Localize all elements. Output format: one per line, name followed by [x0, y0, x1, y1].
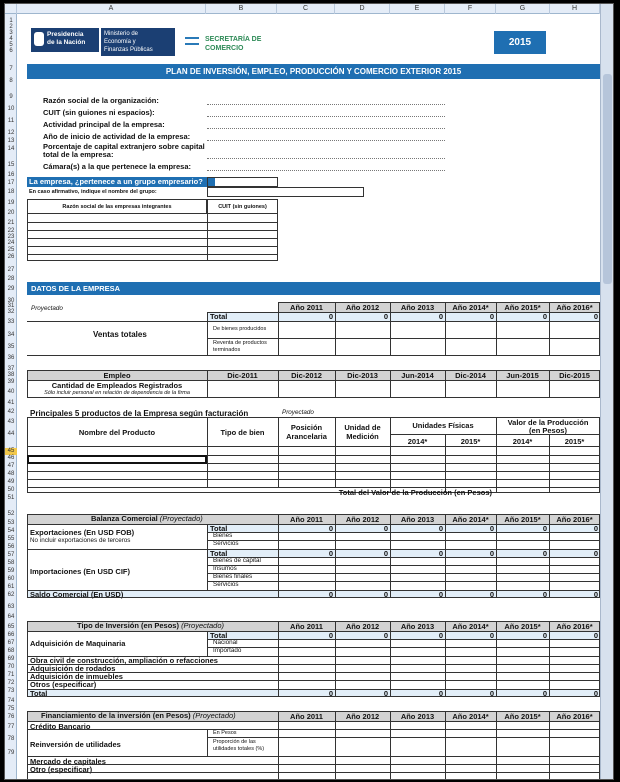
ventas-total-value[interactable]: 0 [383, 312, 388, 321]
spreadsheet-window [4, 3, 614, 780]
export-total-label: Total [210, 524, 228, 533]
group-answer-input[interactable] [207, 177, 278, 187]
year-header: Año 2012 [345, 622, 380, 631]
row-header[interactable]: 5 [9, 42, 13, 48]
year-header: Año 2013 [400, 712, 435, 721]
field-label-actividad: Actividad principal de la empresa: [43, 120, 165, 129]
maq-total-value[interactable]: 0 [438, 631, 443, 640]
row-header[interactable]: 52 [7, 511, 15, 517]
year-header: Año 2011 [290, 515, 323, 524]
row-header[interactable]: 23 [7, 234, 15, 240]
import-row-label: Bienes finales [213, 573, 253, 580]
export-total-value[interactable]: 0 [438, 524, 443, 533]
balanza-projected: (Proyectado) [159, 514, 203, 523]
row-header[interactable]: 46 [7, 455, 15, 461]
secretaria-icon [185, 37, 199, 45]
year-header: Año 2012 [345, 303, 380, 312]
import-row-label: Servicios [213, 581, 239, 588]
scrollbar-thumb[interactable] [603, 74, 612, 284]
row-header[interactable]: 30 [7, 298, 15, 304]
row-header[interactable]: 39 [7, 379, 15, 385]
row-header[interactable]: 58 [7, 560, 15, 566]
row-header[interactable]: 79 [7, 750, 15, 756]
produccion-total-label: Total del Valor de la Producción (en Pesos) [338, 488, 492, 497]
maq-total-value[interactable]: 0 [593, 631, 598, 640]
column-header[interactable]: A [17, 4, 206, 14]
secretaria-logo [205, 35, 261, 53]
year-header: Año 2011 [290, 303, 323, 312]
export-total-value[interactable]: 0 [383, 524, 388, 533]
year-header: Año 2011 [290, 712, 323, 721]
ministerio-line: Finanzas Públicas [104, 47, 153, 53]
row-header[interactable]: 66 [7, 632, 15, 638]
ventas-total-value[interactable]: 0 [489, 312, 494, 321]
import-total-value[interactable]: 0 [438, 549, 443, 558]
col-header-cuit: CUIT (sin guiones) [207, 199, 278, 214]
year-header: Año 2016* [556, 712, 593, 721]
ventas-table[interactable] [27, 302, 600, 356]
year-header: Año 2012 [345, 515, 380, 524]
ventas-label: Ventas totales [93, 330, 147, 339]
row-header[interactable]: 54 [7, 528, 15, 534]
maq-total-value[interactable]: 0 [542, 631, 547, 640]
empleo-note: Sólo incluir personal en relación de dependencia de la firma [44, 390, 190, 396]
row-header[interactable]: 13 [7, 138, 15, 144]
row-header[interactable]: 28 [7, 276, 15, 282]
row-header[interactable]: 70 [7, 664, 15, 670]
year-header: Año 2016* [556, 303, 593, 312]
row-header[interactable]: 36 [7, 355, 15, 361]
group-name-input[interactable] [207, 187, 364, 197]
year-header: Año 2015* [504, 515, 541, 524]
empleo-period: Dic-2012 [291, 371, 322, 380]
productos-projected: Proyectado [282, 409, 314, 416]
ventas-reventa-label-2: terminados [213, 347, 241, 353]
saldo-value[interactable]: 0 [542, 590, 547, 599]
import-total-value[interactable]: 0 [542, 549, 547, 558]
inversion-total-label: Total [30, 689, 48, 698]
capital-input[interactable] [207, 158, 445, 159]
field-label-cuit: CUIT (sin guiones ni espacios): [43, 108, 155, 117]
row-header[interactable]: 76 [7, 714, 15, 720]
ministerio-line: Economía y [104, 39, 136, 45]
row-header[interactable]: 62 [7, 592, 15, 598]
column-header[interactable]: B [206, 4, 277, 14]
row-header[interactable]: 42 [7, 409, 15, 415]
sub-year: 2014* [407, 437, 428, 446]
export-row-label: Bienes [213, 532, 233, 539]
export-label: Exportaciones (En USD FOB) [30, 528, 135, 537]
cuit-input[interactable] [207, 116, 445, 117]
export-total-value[interactable]: 0 [542, 524, 547, 533]
maq-row-label: Nacional [213, 639, 238, 646]
row-header[interactable]: 18 [7, 189, 15, 195]
row-header[interactable]: 31 [7, 303, 15, 309]
row-header[interactable]: 55 [7, 536, 15, 542]
year-header: Año 2014* [452, 712, 489, 721]
col-header-fisicas: Unidades Físicas [412, 421, 474, 430]
row-header[interactable]: 38 [7, 372, 15, 378]
maq-total-value[interactable]: 0 [489, 631, 494, 640]
year-badge: 2015 [494, 31, 546, 54]
import-label: Importaciones (En USD CIF) [30, 567, 131, 576]
col-header-valor-2: (en Pesos) [529, 426, 567, 435]
row-header[interactable]: 24 [7, 240, 15, 246]
col-header-tipo: Tipo de bien [220, 428, 265, 437]
row-header[interactable]: 73 [7, 688, 15, 694]
year-header: Año 2013 [400, 622, 435, 631]
row-header[interactable]: 47 [7, 463, 15, 469]
empleo-cantidad-label: Cantidad de Empleados Registrados [51, 381, 183, 390]
row-header[interactable]: 33 [7, 319, 15, 325]
row-header[interactable]: 64 [7, 614, 15, 620]
empleo-table[interactable] [27, 370, 600, 398]
row-header[interactable]: 57 [7, 552, 15, 558]
row-header[interactable]: 65 [7, 624, 15, 630]
page-title: PLAN DE INVERSIÓN, EMPLEO, PRODUCCIÓN Y COMERCIO EXTERIOR 2015 [27, 64, 600, 79]
empleo-period: Dic-2015 [559, 371, 590, 380]
secretaria-line: COMERCIO [205, 45, 244, 52]
year-header: Año 2016* [556, 515, 593, 524]
selected-cell[interactable] [27, 455, 207, 464]
row-header[interactable]: 51 [7, 495, 15, 501]
anio-input[interactable] [207, 140, 445, 141]
empleo-period: Dic-2014 [455, 371, 486, 380]
column-header-bar [5, 4, 601, 14]
col-header-unidad: Unidad de [344, 423, 381, 432]
saldo-value[interactable]: 0 [328, 590, 333, 599]
row-header[interactable]: 26 [7, 254, 15, 260]
row-header[interactable]: 22 [7, 228, 15, 234]
ventas-projected-note: Proyectado [31, 305, 63, 312]
saldo-value[interactable]: 0 [383, 590, 388, 599]
row-header[interactable]: 77 [7, 724, 15, 730]
financiamiento-projected: (Proyectado) [192, 711, 236, 720]
row-header[interactable]: 2 [9, 24, 13, 30]
col-header-unidad-2: Medición [346, 432, 379, 441]
import-total-value[interactable]: 0 [489, 549, 494, 558]
inversion-total-value[interactable]: 0 [593, 689, 598, 698]
empleo-period: Dic-2011 [227, 371, 258, 380]
import-total-label: Total [210, 549, 228, 558]
row-header[interactable]: 19 [7, 200, 15, 206]
field-label-anio: Año de inicio de actividad de la empresa: [43, 132, 191, 141]
row-header[interactable]: 35 [7, 344, 15, 350]
row-header[interactable]: 50 [7, 487, 15, 493]
import-total-value[interactable]: 0 [328, 549, 333, 558]
import-total-value[interactable]: 0 [593, 549, 598, 558]
financiamiento-title-text: Financiamiento de la inversión (en Pesos) [41, 711, 191, 720]
year-header: Año 2015* [504, 712, 541, 721]
export-row-label: Servicios [213, 540, 239, 547]
row-header[interactable]: 16 [7, 172, 15, 178]
inversion-title-text: Tipo de Inversión (en Pesos) [77, 621, 179, 630]
sub-year: 2015* [564, 437, 585, 446]
row-header[interactable]: 61 [7, 584, 15, 590]
row-header[interactable]: 20 [7, 210, 15, 216]
inversion-row-label: Otros (especificar) [30, 680, 97, 689]
row-header[interactable]: 53 [7, 520, 15, 526]
export-total-value[interactable]: 0 [593, 524, 598, 533]
reinv-pesos-label: En Pesos [213, 730, 237, 736]
row-header[interactable]: 10 [7, 106, 15, 112]
presidencia-line: Presidencia [47, 31, 84, 38]
coat-of-arms-icon [34, 32, 44, 46]
field-label-razon: Razón social de la organización: [43, 96, 159, 105]
row-header[interactable]: 41 [7, 400, 15, 406]
row-header[interactable]: 40 [7, 389, 15, 395]
inversion-table[interactable] [27, 621, 600, 697]
row-header[interactable]: 43 [7, 419, 15, 425]
row-header[interactable]: 8 [9, 78, 13, 84]
field-label-capital: Porcentaje de capital extranjero sobre capital [43, 142, 205, 151]
column-header[interactable]: F [445, 4, 496, 14]
row-header[interactable]: 69 [7, 656, 15, 662]
row-header[interactable]: 45 [5, 448, 17, 455]
row-header[interactable]: 32 [7, 309, 15, 315]
column-header[interactable]: D [335, 4, 390, 14]
empleo-period: Jun-2014 [401, 371, 434, 380]
inversion-total-value[interactable]: 0 [328, 689, 333, 698]
mercado-label: Mercado de capitales [30, 757, 106, 766]
ventas-total-value[interactable]: 0 [593, 312, 598, 321]
ventas-total-value[interactable]: 0 [438, 312, 443, 321]
year-header: Año 2014* [452, 622, 489, 631]
vertical-scrollbar[interactable] [600, 4, 613, 779]
empleo-label: Empleo [103, 371, 131, 380]
row-header[interactable]: 63 [7, 604, 15, 610]
col-header-posicion-2: Arancelaria [286, 432, 327, 441]
ventas-total-value[interactable]: 0 [328, 312, 333, 321]
row-header[interactable]: 72 [7, 680, 15, 686]
balanza-table[interactable] [27, 514, 600, 598]
empleo-period: Jun-2015 [506, 371, 539, 380]
column-header[interactable]: H [550, 4, 600, 14]
ventas-total-label: Total [210, 312, 228, 321]
ministerio-logo [101, 28, 175, 56]
field-label-capital-2: total de la empresa: [43, 150, 114, 159]
col-header-razon: Razón social de las empresas integrantes [27, 199, 207, 214]
col-header-nombre: Nombre del Producto [78, 428, 156, 437]
maq-total-value[interactable]: 0 [383, 631, 388, 640]
year-header: Año 2011 [290, 622, 323, 631]
ventas-bienes-label: De bienes producidos [213, 326, 267, 332]
credito-label: Crédito Bancario [30, 722, 91, 731]
reinv-proporcion-label-2: utilidades totales (%) [213, 746, 265, 752]
import-row-label: Insumos [213, 565, 237, 572]
row-header[interactable]: 17 [7, 180, 15, 186]
camara-input[interactable] [207, 170, 445, 171]
saldo-value[interactable]: 0 [593, 590, 598, 599]
row-header[interactable]: 27 [7, 267, 15, 273]
row-header[interactable]: 7 [9, 66, 13, 72]
ventas-total-value[interactable]: 0 [542, 312, 547, 321]
inversion-row-label: Obra civil de construcción, ampliación o refacciones [30, 656, 218, 665]
reinv-proporcion-label: Proporción de las [213, 739, 256, 745]
row-header[interactable]: 11 [7, 118, 15, 124]
reinversion-label: Reinversión de utilidades [30, 740, 121, 749]
row-header[interactable]: 78 [7, 736, 15, 742]
sub-year: 2014* [512, 437, 533, 446]
inversion-projected: (Proyectado) [181, 621, 224, 630]
field-label-camara: Cámara(s) a la que pertenece la empresa: [43, 162, 191, 171]
row-header[interactable]: 34 [7, 332, 15, 338]
otro-label: Otro (especificar) [30, 765, 93, 774]
inversion-row-label: Adquisición de inmuebles [30, 672, 123, 681]
year-header: Año 2015* [504, 622, 541, 631]
export-total-value[interactable]: 0 [489, 524, 494, 533]
inversion-total-value[interactable]: 0 [489, 689, 494, 698]
group-name-label: En caso afirmativo, indique el nombre del grupo: [29, 189, 157, 195]
group-question-label: La empresa, ¿pertenece a un grupo empresario? [27, 177, 215, 187]
year-header: Año 2015* [504, 303, 541, 312]
row-header[interactable]: 75 [7, 706, 15, 712]
year-header: Año 2013 [400, 515, 435, 524]
sub-year: 2015* [460, 437, 481, 446]
row-header[interactable]: 9 [9, 94, 13, 100]
year-header: Año 2014* [452, 303, 489, 312]
actividad-input[interactable] [207, 128, 445, 129]
maquinaria-label: Adquisición de Maquinaria [30, 639, 126, 648]
import-row-label: Bienes de capital [213, 557, 261, 564]
inversion-total-value[interactable]: 0 [383, 689, 388, 698]
maq-total-value[interactable]: 0 [328, 631, 333, 640]
ministerio-line: Ministerio de [104, 31, 139, 37]
balanza-title-text: Balanza Comercial [91, 514, 158, 523]
presidencia-logo [31, 28, 99, 52]
row-header[interactable]: 49 [7, 479, 15, 485]
row-header[interactable]: 12 [7, 130, 15, 136]
row-header[interactable]: 25 [7, 247, 15, 253]
row-header[interactable]: 74 [7, 698, 15, 704]
empleo-period: Dic-2013 [347, 371, 378, 380]
select-all-corner[interactable] [5, 4, 17, 14]
row-header[interactable]: 37 [7, 366, 15, 372]
ventas-reventa-label: Reventa de productos [213, 340, 267, 346]
worksheet [17, 14, 600, 780]
year-header: Año 2016* [556, 622, 593, 631]
saldo-value[interactable]: 0 [489, 590, 494, 599]
saldo-label: Saldo Comercial (En USD) [30, 590, 124, 599]
column-header[interactable]: G [496, 4, 550, 14]
maq-row-label: Importado [213, 647, 242, 654]
row-header[interactable]: 15 [7, 162, 15, 168]
row-header[interactable]: 71 [7, 672, 15, 678]
row-header[interactable]: 4 [9, 36, 13, 42]
export-note: No incluir exportaciones de terceros [30, 537, 131, 544]
row-header[interactable]: 21 [7, 220, 15, 226]
row-header[interactable]: 68 [7, 648, 15, 654]
presidencia-line: de la Nación [47, 39, 86, 46]
secretaria-line: SECRETARÍA DE [205, 36, 262, 43]
row-header[interactable]: 48 [7, 471, 15, 477]
row-header[interactable]: 67 [7, 640, 15, 646]
razon-input[interactable] [207, 104, 445, 105]
section-band-datos: DATOS DE LA EMPRESA [27, 282, 600, 295]
year-header: Año 2014* [452, 515, 489, 524]
row-header[interactable]: 60 [7, 576, 15, 582]
import-total-value[interactable]: 0 [383, 549, 388, 558]
inversion-total-value[interactable]: 0 [438, 689, 443, 698]
inversion-total-value[interactable]: 0 [542, 689, 547, 698]
row-header[interactable]: 56 [7, 544, 15, 550]
row-header[interactable]: 44 [7, 431, 15, 437]
column-header[interactable]: E [390, 4, 445, 14]
col-header-posicion: Posición [290, 423, 323, 432]
row-header[interactable]: 3 [9, 30, 13, 36]
saldo-value[interactable]: 0 [438, 590, 443, 599]
row-header[interactable]: 6 [9, 48, 13, 54]
row-header[interactable]: 59 [7, 568, 15, 574]
year-header: Año 2013 [400, 303, 435, 312]
col-header-valor: Valor de la Producción [507, 418, 589, 427]
row-header[interactable]: 1 [9, 18, 13, 24]
row-header[interactable]: 29 [7, 286, 15, 292]
productos-title: Principales 5 productos de la Empresa según facturación [30, 409, 249, 418]
column-header[interactable]: C [277, 4, 335, 14]
row-header[interactable]: 14 [7, 146, 15, 152]
maq-total-label: Total [210, 631, 228, 640]
export-total-value[interactable]: 0 [328, 524, 333, 533]
row-header-bar [5, 14, 17, 780]
inversion-row-label: Adquisición de rodados [30, 664, 116, 673]
year-header: Año 2012 [345, 712, 380, 721]
